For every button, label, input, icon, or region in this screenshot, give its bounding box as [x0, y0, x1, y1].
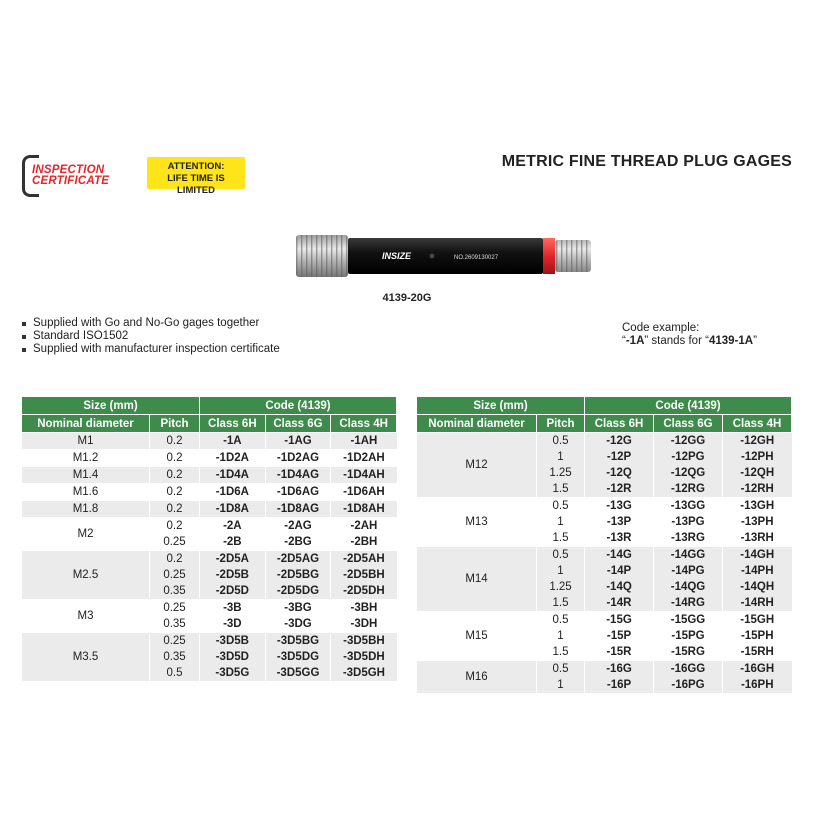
table-row [22, 600, 397, 617]
class-6g-code-cell: -1D2AG [265, 450, 331, 467]
nominal-diameter-cell: M13 [417, 498, 537, 547]
nominal-diameter-header: Nominal diameter [417, 415, 537, 433]
class-4h-code-cell: -12GH [722, 433, 791, 450]
table-row [417, 547, 792, 564]
class-6g-header: Class 6G [654, 415, 723, 433]
pitch-cell: 0.35 [150, 649, 200, 665]
pitch-header: Pitch [150, 415, 200, 433]
model-number: 4139-20G [382, 292, 432, 304]
class-4h-code-cell: -14RH [722, 595, 791, 612]
class-6h-code-cell: -14G [585, 547, 654, 564]
class-4h-code-cell: -2AH [331, 518, 397, 535]
class-6g-code-cell: -13RG [654, 530, 723, 547]
class-4h-header: Class 4H [331, 415, 397, 433]
pitch-cell: 0.5 [537, 433, 585, 450]
feature-list [22, 317, 280, 356]
class-4h-code-cell: -13PH [722, 514, 791, 530]
class-6g-code-cell: -3D5DG [265, 649, 331, 665]
class-6h-code-cell: -1A [200, 433, 266, 450]
class-6h-code-cell: -3D5G [200, 665, 266, 681]
class-4h-code-cell: -14QH [722, 579, 791, 595]
right-code-table [416, 396, 792, 691]
nominal-diameter-cell: M14 [417, 547, 537, 612]
class-6g-code-cell: -1D8AG [265, 501, 331, 518]
class-6h-code-cell: -14R [585, 595, 654, 612]
pitch-cell: 0.25 [150, 534, 200, 551]
class-4h-header: Class 4H [722, 415, 791, 433]
certificate-label-line1: INSPECTION [32, 164, 105, 176]
pitch-header: Pitch [537, 415, 585, 433]
serial-number: NO.2609130027 [454, 255, 499, 261]
class-6g-code-cell: -12PG [654, 449, 723, 465]
class-6g-code-cell: -2AG [265, 518, 331, 535]
nominal-diameter-header: Nominal diameter [22, 415, 150, 433]
class-6h-code-cell: -3D [200, 616, 266, 633]
pitch-cell: 0.5 [537, 498, 585, 515]
inspection-certificate-logo [22, 155, 132, 197]
code-group-header: Code (4139) [585, 397, 792, 415]
class-4h-code-cell: -13RH [722, 530, 791, 547]
pitch-cell: 1.25 [537, 465, 585, 481]
class-4h-code-cell: -1D8AH [331, 501, 397, 518]
table-row [417, 498, 792, 515]
code-group-header: Code (4139) [200, 397, 397, 415]
class-6g-code-cell: -15GG [654, 612, 723, 629]
pitch-cell: 0.25 [150, 567, 200, 583]
class-4h-code-cell: -1D6AH [331, 484, 397, 501]
gage-handle [348, 238, 543, 274]
nominal-diameter-cell: M1.2 [22, 450, 150, 467]
class-6h-code-cell: -2B [200, 534, 266, 551]
class-6h-code-cell: -3D5B [200, 633, 266, 650]
nominal-diameter-cell: M1 [22, 433, 150, 450]
class-6h-code-cell: -16P [585, 677, 654, 693]
class-6g-code-cell: -12GG [654, 433, 723, 450]
class-4h-code-cell: -15GH [722, 612, 791, 629]
pitch-cell: 0.35 [150, 616, 200, 633]
class-6h-code-cell: -2D5D [200, 583, 266, 600]
class-6h-code-cell: -2D5B [200, 567, 266, 583]
class-6h-code-cell: -2A [200, 518, 266, 535]
class-6g-code-cell: -2D5DG [265, 583, 331, 600]
class-6h-code-cell: -1D4A [200, 467, 266, 484]
class-4h-code-cell: -16GH [722, 661, 791, 678]
class-4h-code-cell: -1D4AH [331, 467, 397, 484]
pitch-cell: 0.5 [537, 661, 585, 678]
pitch-cell: 0.2 [150, 450, 200, 467]
class-6h-code-cell: -12Q [585, 465, 654, 481]
class-6h-header: Class 6H [585, 415, 654, 433]
class-6h-code-cell: -14P [585, 563, 654, 579]
table-row [22, 551, 397, 568]
class-4h-code-cell: -15PH [722, 628, 791, 644]
class-6g-code-cell: -3D5BG [265, 633, 331, 650]
class-6g-header: Class 6G [265, 415, 331, 433]
code-example-text: “-1A” stands for “4139-1A” [622, 335, 757, 347]
feature-item: Standard ISO1502 [22, 330, 280, 343]
table-row [22, 633, 397, 650]
table-row [417, 433, 792, 450]
pitch-cell: 1 [537, 514, 585, 530]
class-6h-code-cell: -12P [585, 449, 654, 465]
code-example [622, 322, 757, 348]
class-6g-code-cell: -14QG [654, 579, 723, 595]
left-code-table [21, 396, 397, 679]
class-6g-code-cell: -13PG [654, 514, 723, 530]
class-4h-code-cell: -14GH [722, 547, 791, 564]
table-row [22, 501, 397, 518]
class-6h-code-cell: -15G [585, 612, 654, 629]
table-row [417, 612, 792, 629]
nominal-diameter-cell: M2 [22, 518, 150, 551]
class-4h-code-cell: -16PH [722, 677, 791, 693]
nominal-diameter-cell: M1.4 [22, 467, 150, 484]
class-4h-code-cell: -3D5DH [331, 649, 397, 665]
nominal-diameter-cell: M1.6 [22, 484, 150, 501]
pitch-cell: 0.2 [150, 484, 200, 501]
feature-item: Supplied with manufacturer inspection certificate [22, 343, 280, 356]
pitch-cell: 0.2 [150, 518, 200, 535]
class-6h-code-cell: -12R [585, 481, 654, 498]
class-4h-code-cell: -3BH [331, 600, 397, 617]
pitch-cell: 0.2 [150, 501, 200, 518]
pitch-cell: 1 [537, 677, 585, 693]
nominal-diameter-cell: M1.8 [22, 501, 150, 518]
class-6h-code-cell: -1D8A [200, 501, 266, 518]
nominal-diameter-cell: M15 [417, 612, 537, 661]
class-6g-code-cell: -13GG [654, 498, 723, 515]
class-6h-code-cell: -16G [585, 661, 654, 678]
pitch-cell: 0.25 [150, 633, 200, 650]
table-row [22, 433, 397, 450]
nogo-red-ring [543, 238, 555, 274]
attention-badge [147, 157, 245, 196]
pitch-cell: 1.25 [537, 579, 585, 595]
pitch-cell: 0.35 [150, 583, 200, 600]
class-6g-code-cell: -1D4AG [265, 467, 331, 484]
class-6g-code-cell: -3D5GG [265, 665, 331, 681]
pitch-cell: 0.5 [537, 612, 585, 629]
class-6h-code-cell: -13G [585, 498, 654, 515]
code-example-code: -1A [625, 335, 645, 347]
class-6g-code-cell: -2D5AG [265, 551, 331, 568]
class-6h-code-cell: -3D5D [200, 649, 266, 665]
class-6h-code-cell: -14Q [585, 579, 654, 595]
class-6g-code-cell: -12RG [654, 481, 723, 498]
class-4h-code-cell: -15RH [722, 644, 791, 661]
table-row [22, 467, 397, 484]
pitch-cell: 1 [537, 628, 585, 644]
table-row [22, 450, 397, 467]
certificate-label [32, 165, 109, 187]
class-6g-code-cell: -15RG [654, 644, 723, 661]
nominal-diameter-cell: M12 [417, 433, 537, 498]
class-6g-code-cell: -1D6AG [265, 484, 331, 501]
class-4h-code-cell: -3D5BH [331, 633, 397, 650]
class-6g-code-cell: -1AG [265, 433, 331, 450]
class-6h-code-cell: -15P [585, 628, 654, 644]
attention-line2: LIFE TIME IS LIMITED [167, 173, 225, 196]
class-4h-code-cell: -3DH [331, 616, 397, 633]
class-6g-code-cell: -3BG [265, 600, 331, 617]
page-title: METRIC FINE THREAD PLUG GAGES [501, 153, 792, 170]
pitch-cell: 1 [537, 563, 585, 579]
class-4h-code-cell: -1D2AH [331, 450, 397, 467]
class-6h-code-cell: -1D6A [200, 484, 266, 501]
table-row [417, 661, 792, 678]
pitch-cell: 1.5 [537, 530, 585, 547]
table-row [22, 518, 397, 535]
pitch-cell: 1 [537, 449, 585, 465]
pitch-cell: 0.5 [537, 547, 585, 564]
class-6g-code-cell: -12QG [654, 465, 723, 481]
class-4h-code-cell: -14PH [722, 563, 791, 579]
attention-line1: ATTENTION: [167, 161, 225, 172]
class-4h-code-cell: -2D5AH [331, 551, 397, 568]
class-6h-code-cell: -12G [585, 433, 654, 450]
brand-logo: INSIZE [382, 251, 412, 261]
pitch-cell: 0.5 [150, 665, 200, 681]
class-4h-code-cell: -2D5DH [331, 583, 397, 600]
class-6h-code-cell: -2D5A [200, 551, 266, 568]
pitch-cell: 1.5 [537, 595, 585, 612]
class-6h-code-cell: -13P [585, 514, 654, 530]
class-6h-header: Class 6H [200, 415, 266, 433]
class-6g-code-cell: -16PG [654, 677, 723, 693]
class-6g-code-cell: -2BG [265, 534, 331, 551]
class-6g-code-cell: -14GG [654, 547, 723, 564]
size-group-header: Size (mm) [417, 397, 585, 415]
class-6g-code-cell: -14RG [654, 595, 723, 612]
class-4h-code-cell: -12RH [722, 481, 791, 498]
nominal-diameter-cell: M3 [22, 600, 150, 633]
class-4h-code-cell: -1AH [331, 433, 397, 450]
nominal-diameter-cell: M16 [417, 661, 537, 694]
feature-item: Supplied with Go and No-Go gages together [22, 317, 280, 330]
class-6h-code-cell: -13R [585, 530, 654, 547]
class-6h-code-cell: -15R [585, 644, 654, 661]
code-example-full-code: 4139-1A [708, 335, 754, 347]
nominal-diameter-cell: M3.5 [22, 633, 150, 682]
class-4h-code-cell: -12PH [722, 449, 791, 465]
size-group-header: Size (mm) [22, 397, 200, 415]
pitch-cell: 0.2 [150, 433, 200, 450]
class-6g-code-cell: -16GG [654, 661, 723, 678]
table-row [22, 484, 397, 501]
class-6g-code-cell: -14PG [654, 563, 723, 579]
pitch-cell: 0.25 [150, 600, 200, 617]
class-4h-code-cell: -3D5GH [331, 665, 397, 681]
nominal-diameter-cell: M2.5 [22, 551, 150, 600]
class-4h-code-cell: -2BH [331, 534, 397, 551]
code-example-title: Code example: [622, 322, 700, 334]
go-end-thread [296, 235, 348, 277]
certificate-label-line2: CERTIFICATE [32, 175, 110, 187]
pitch-cell: 0.2 [150, 467, 200, 484]
class-6h-code-cell: -3B [200, 600, 266, 617]
pitch-cell: 0.2 [150, 551, 200, 568]
class-6h-code-cell: -1D2A [200, 450, 266, 467]
plug-gage-image [296, 232, 596, 280]
nogo-end-thread [555, 240, 591, 272]
pitch-cell: 1.5 [537, 644, 585, 661]
class-6g-code-cell: -2D5BG [265, 567, 331, 583]
pitch-cell: 1.5 [537, 481, 585, 498]
class-4h-code-cell: -13GH [722, 498, 791, 515]
class-6g-code-cell: -3DG [265, 616, 331, 633]
class-4h-code-cell: -12QH [722, 465, 791, 481]
class-6g-code-cell: -15PG [654, 628, 723, 644]
class-4h-code-cell: -2D5BH [331, 567, 397, 583]
